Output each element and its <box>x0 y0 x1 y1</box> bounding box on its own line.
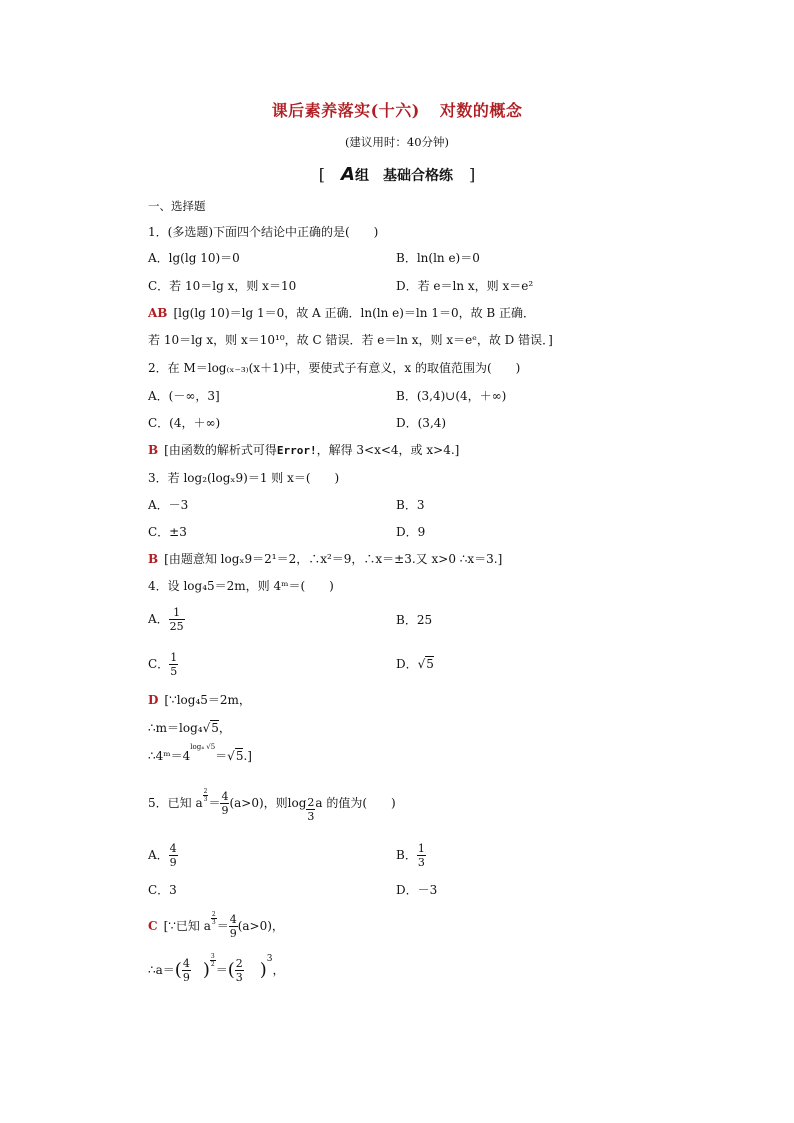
q4-exp-line2: ∴m＝log₄√5， <box>148 721 231 735</box>
q4-exp-line3: $\therefore 4ᵐ=4^{log_4 √5}=√5$.] <box>148 743 252 763</box>
q3-option-d: D．9 <box>396 525 426 539</box>
q5-stem-fraction: $\frac{4}{9}$ <box>221 790 229 817</box>
q2-answer: B <box>148 443 159 457</box>
q1-stem: 1．(多选题)下面四个结论中正确的是( ) <box>148 225 379 239</box>
q2-option-a: A．(－∞，3] <box>148 389 220 403</box>
q4-exp-exponent: log₄ √5 <box>190 743 216 751</box>
q5-exp-line2: ∴a＝( $\frac{4}{9}$ ) $\frac{3}{2}$ ＝( $\frac{2}{3}$ )$^3$， <box>148 953 285 984</box>
q4-a-label: A． <box>148 612 169 626</box>
title-right: 对数的概念 <box>439 101 523 120</box>
q4-stem: 4．设 log₄5＝2m，则 4ᵐ＝( ) <box>148 579 334 593</box>
group-label: 组 基础合格练 <box>354 168 453 184</box>
q5-explanation: C [∵已知 a $\frac{2}{3}$ ＝ $\frac{4}{9}$ (a>0)， <box>148 911 284 940</box>
group-heading: [ A组 基础合格练 ] <box>318 164 476 185</box>
q4-exp-line1: [∵log₄5＝2m， <box>164 693 251 707</box>
q4-c-fraction: $\frac{1}{5}$ <box>170 651 178 678</box>
q1-option-c: C．若 10＝lg x，则 x＝10 <box>148 279 297 293</box>
q3-option-b: B．3 <box>396 498 425 512</box>
q3-exp-text: [由题意知 logₓ9＝2¹＝2，∴x²＝9，∴x＝±3.又 x>0 ∴x＝3.] <box>164 552 503 566</box>
q3-stem: 3．若 log₂(logₓ9)＝1 则 x＝( ) <box>148 471 340 485</box>
group-letter: A <box>341 164 355 185</box>
q4-option-b: B．25 <box>396 613 433 627</box>
q4-option-d <box>396 656 434 672</box>
q3-answer: B <box>148 552 159 566</box>
q2-option-c: C．(4，＋∞) <box>148 416 221 430</box>
page-title <box>0 98 794 121</box>
q2-exp-post: ，解得 3<x<4，或 x>4.] <box>316 443 460 457</box>
q4-c-label: C． <box>148 657 170 671</box>
q5-a-fraction: $\frac{4}{9}$ <box>169 842 177 869</box>
q4-d-label: D． <box>396 657 418 671</box>
q5-answer: C <box>148 919 158 933</box>
q4-a-fraction: $\frac{1}{25}$ <box>169 606 184 633</box>
q5-log-base: $\frac{2}{3}$ <box>307 796 315 823</box>
q2-option-b: B．(3,4)∪(4，＋∞) <box>396 389 507 403</box>
q1-option-d: D．若 e＝ln x，则 x＝e² <box>396 279 534 293</box>
q5-stem: 5．已知 a $\frac{2}{3}$ ＝ $\frac{4}{9}$ (a>0)，则log $\frac{2}{3}$ a 的值为( ) <box>148 788 396 823</box>
q5-option-d: D．－3 <box>396 883 438 897</box>
q1-exp-line1: [lg(lg 10)＝lg 1＝0，故 A 正确．ln(ln e)＝ln 1＝0，故 B 正确． <box>173 306 536 320</box>
q2-option-d: D．(3,4) <box>396 416 447 430</box>
section-heading: 一、选择题 <box>148 199 206 213</box>
q4-option-c <box>148 650 178 678</box>
q2-stem: 2．在 M＝log₍ₓ₋₃₎(x＋1)中，要使式子有意义，x 的取值范围为( ) <box>148 361 521 375</box>
q3-option-c: C．±3 <box>148 525 187 539</box>
title-left: 课后素养落实(十六) <box>271 101 420 120</box>
q1-explanation <box>148 305 535 321</box>
q1-option-a: A．lg(lg 10)＝0 <box>148 251 240 265</box>
q5-option-c: C．3 <box>148 883 177 897</box>
q4-d-sqrt: √5 <box>417 657 434 671</box>
q3-option-a: A．－3 <box>148 498 189 512</box>
q5-b-fraction: $\frac{1}{3}$ <box>417 842 425 869</box>
q3-explanation <box>148 551 502 567</box>
q1-answer: AB <box>148 306 168 320</box>
q1-exp-line2: 若 10＝lg x，则 x＝10¹⁰，故 C 错误．若 e＝ln x，则 x＝eᵉ，故 D 错误．] <box>148 333 553 347</box>
q2-error-text: Error! <box>276 444 317 457</box>
time-note: (建议用时：40分钟) <box>344 135 450 149</box>
q5-stem-exponent: $\frac{2}{3}$ <box>203 788 208 803</box>
q4-explanation <box>148 692 251 708</box>
q4-answer: D <box>148 693 159 707</box>
q1-option-b: B．ln(ln e)＝0 <box>396 251 480 265</box>
q2-exp-pre: [由函数的解析式可得 <box>164 443 277 457</box>
q4-option-a <box>148 605 185 633</box>
q5-option-b: B． $\frac{1}{3}$ <box>396 842 425 869</box>
q5-option-a: A． $\frac{4}{9}$ <box>148 842 177 869</box>
q2-explanation <box>148 442 459 459</box>
